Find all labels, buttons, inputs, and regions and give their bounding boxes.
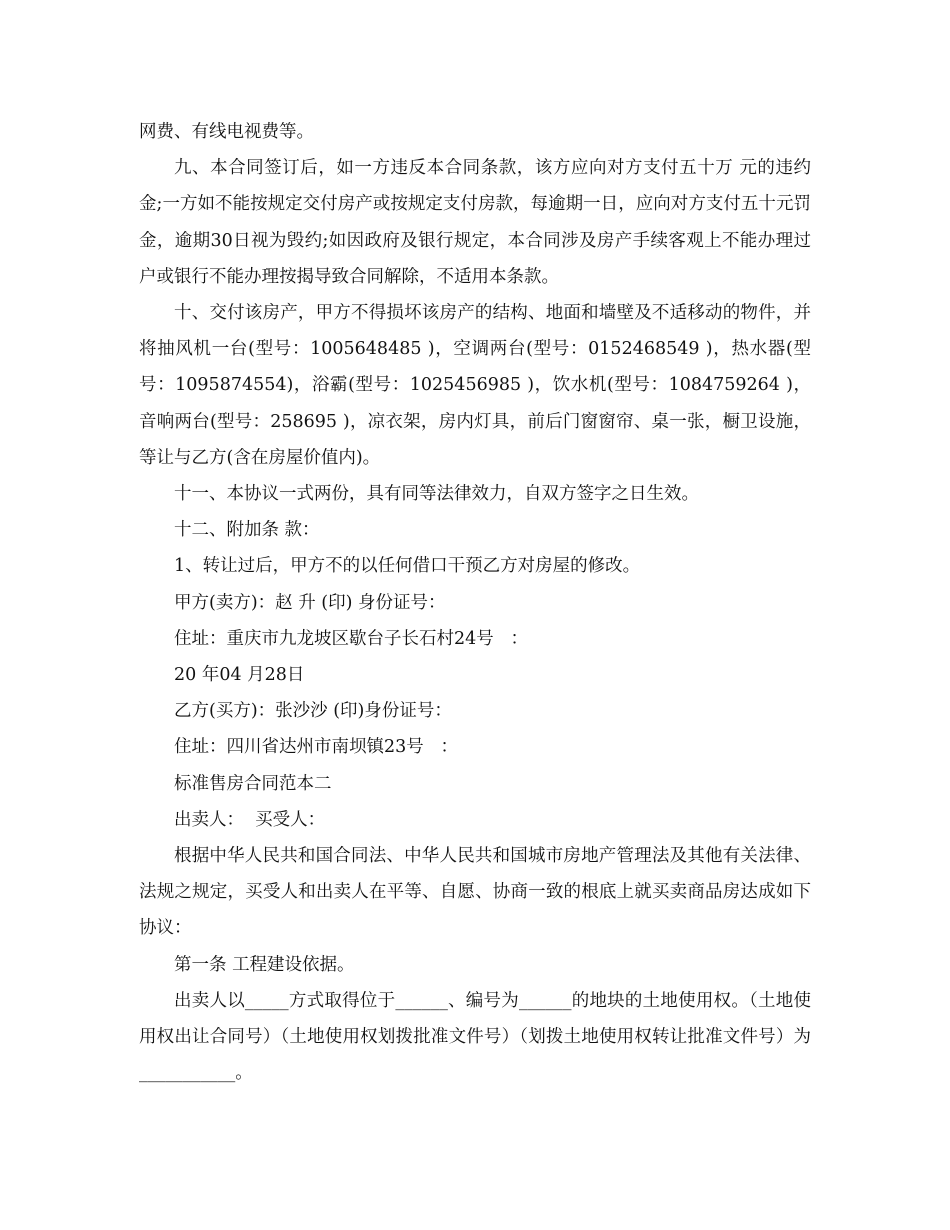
paragraph-party-b-address: 住址：四川省达州市南坝镇23号 ： — [174, 737, 458, 758]
paragraph-clause-9: 九、本合同签订后，如一方违反本合同条款，该方应向对方支付五十万 元的违约金;一方如不能按规定交付房产或按规定支付房款，每逾期一日，应向对方支付五十元罚金，逾期30日视为毁约;如因政府及银行规定，本合同涉及房产手续客观上不能办理过户或银行不能办理按揭导致合同解除，不适用本条款。 — [139, 158, 811, 287]
paragraph-article-1: 第一条 工程建设依据。 — [174, 954, 355, 975]
paragraph-clause-11: 十一、本协议一式两份，具有同等法律效力，自双方签字之日生效。 — [174, 484, 699, 505]
paragraph-party-b: 乙方(买方)：张沙沙 (印)身份证号： — [174, 701, 452, 722]
paragraph-clause-12: 十二、附加条 款： — [174, 520, 320, 541]
paragraph-date: 20 年04 月28日 — [174, 665, 305, 686]
paragraph-seller-buyer: 出卖人： 买受人： — [174, 809, 326, 830]
paragraph-party-a-address: 住址：重庆市九龙坡区歇台子长石村24号 ： — [174, 628, 528, 649]
document-body — [139, 114, 817, 1091]
paragraph-sample-title: 标准售房合同范本二 — [174, 773, 332, 794]
paragraph-clause-10: 十、交付该房产，甲方不得损坏该房产的结构、地面和墙壁及不适移动的物件，并将抽风机一台(型号：1005648485 )，空调两台(型号：0152468549 )，热水器(型号：1095874554)，浴霸(型号：1025456985 )，饮水机(型号：1084759264 )，音响两台(型号：258695 )，凉衣架，房内灯具，前后门窗窗帘、桌一张，橱卫设施， 等让与乙方(含在房屋价值内)。 — [139, 303, 817, 468]
paragraph-party-a: 甲方(卖方)：赵 升 (印) 身份证号： — [174, 592, 446, 613]
paragraph-fee-tail: 网费、有线电视费等。 — [139, 122, 314, 142]
paragraph-clause-12-1: 1、转让过后，甲方不的以任何借口干预乙方对房屋的修改。 — [174, 556, 641, 577]
paragraph-article-1-body: 出卖人以_____方式取得位于______、编号为______的地块的土地使用权。（土地使用权出让合同号）（土地使用权划拨批准文件号）（划拨土地使用权转让批准文件号）为___________。 — [139, 990, 811, 1084]
paragraph-preamble: 根据中华人民共和国合同法、中华人民共和国城市房地产管理法及其他有关法律、法规之规定，买受人和出卖人在平等、自愿、协商一致的根底上就买卖商品房达成如下协议： — [139, 846, 811, 939]
